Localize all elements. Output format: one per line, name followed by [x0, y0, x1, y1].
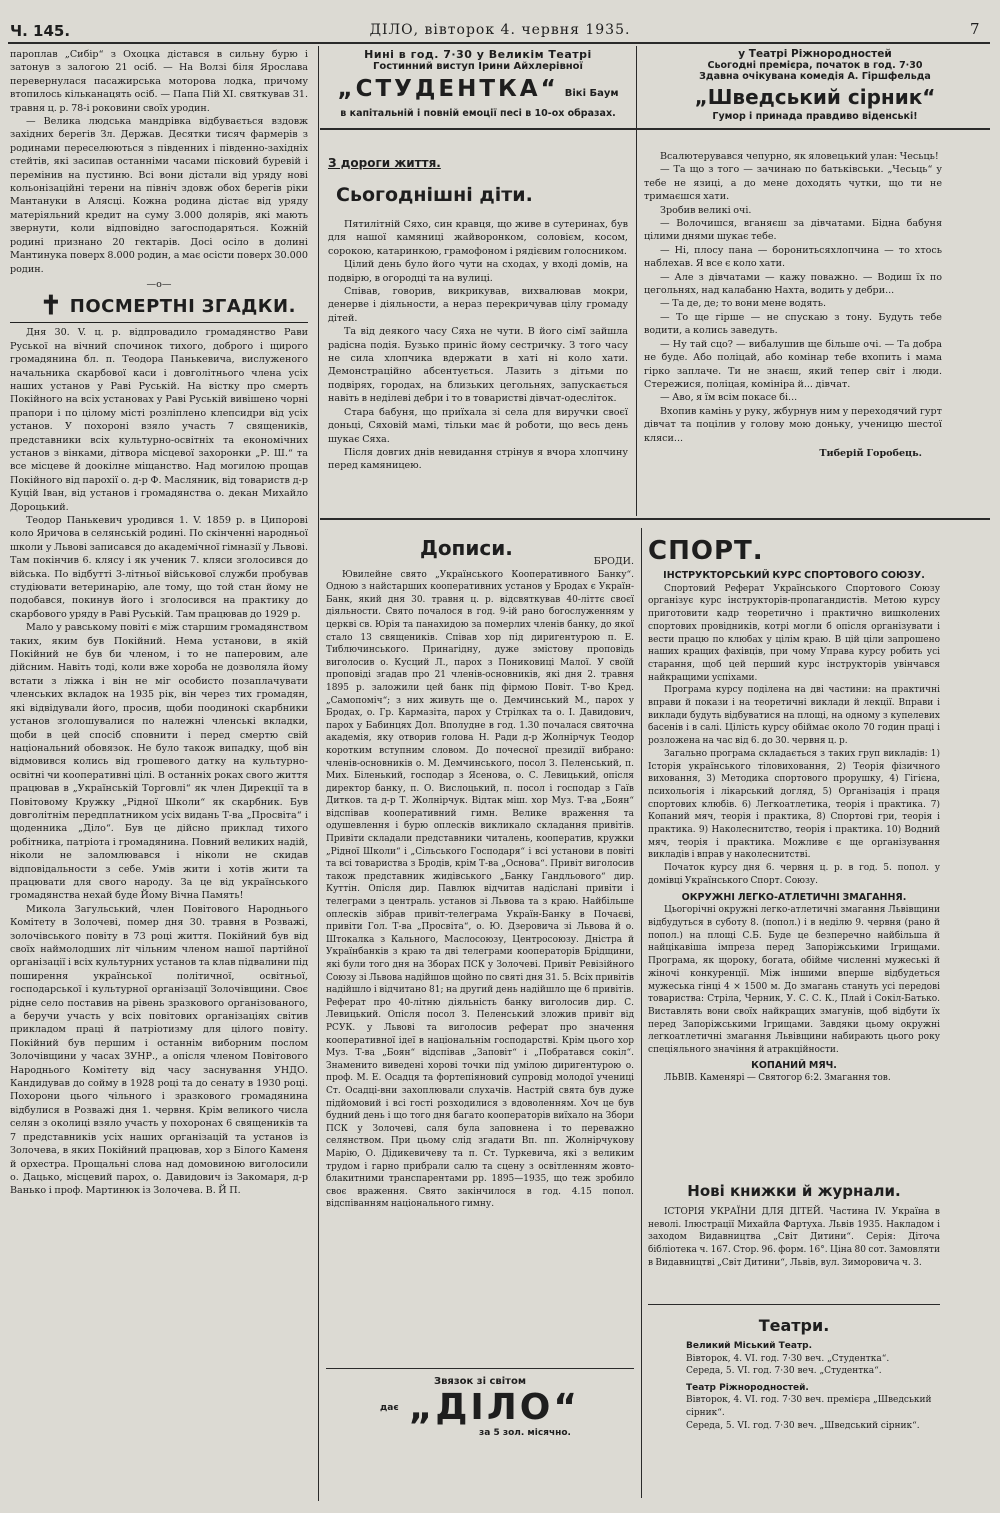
column-rule-1	[318, 46, 319, 1501]
ads-rule	[320, 128, 990, 130]
column-rule-3	[641, 528, 642, 1498]
story-paragraph: Після довгих днів невидання стрінув я вчора хлопчину перед камяницею.	[328, 446, 628, 472]
story-paragraph: Зробив великі очі.	[660, 204, 752, 216]
obituaries-title: ПОСМЕРТНІ ЗГАДКИ.	[69, 295, 296, 317]
obituary-paragraph: Теодор Панькевич уродився 1. V. 1859 р. в Ципорові коло Яричова в селянській родині. По скінченні народньої школи у Львові записався до академічної гімназії у Львові. Там покінчив 6. клясу і як ученик 7. кляси зголосився до війська. По відбутті 3-літньої військової служби пробував студіювати ветеринарію, але тому, що той стан йому не подобався, покинув його і зголосився на практику до скарбового уряду в Раві Руській. Там працював до 1929 р.	[10, 515, 308, 620]
story-title: Сьогоднішні діти.	[336, 184, 533, 206]
story-paragraph: Пятилітній Сяхо, син кравця, що живе в сутеринах, був для нашої камяниці жайворонком, соловієм, косом, сорокою, катаринкою, грамофоном і рядієвим голосником.	[328, 219, 628, 257]
ad-line: Гостинний виступ Ірини Айхлерівної	[373, 61, 583, 72]
ad-line: в капітальній і повній емоції песі в 10-ох образах.	[340, 108, 616, 119]
theatre-show: Середа, 5. VI. год. 7·30 веч. „Шведський сірник“.	[686, 1420, 920, 1431]
sport-paragraph: Початок курсу дня 6. червня ц. р. в год. 5. попол. у домівці Українського Спорт. Союзу.	[648, 863, 940, 886]
cross-icon: ✝	[40, 291, 62, 322]
sport-paragraph: ЛЬВІВ. Каменярі — Святогор 6:2. Змагання тов.	[664, 1073, 891, 1084]
obituaries-rule	[10, 322, 308, 323]
ad-author: Вікі Баум	[564, 88, 619, 99]
obituary-paragraph: Микола Загульський, член Повітового Народнього Комітету в Золочеві, помер дня 30. травня в Розважі, золочівського повіту в 73 році життя. Покійний був від своїх наймолодших літ чільним членом нашої партійної організації і всіх культурних установ та клав підвалини під поширення української політичної, освітньої, господарської і культурної організації Золочівщини. Своє рідне село поставив на рівень зразкового організованого, а беручи участь у всіх повітових організаціях світив прикладом праці й патріотизму для цілого повіту. Покійний був першим і останнім виборним послом Золочівщини у часах ЗУНР., а опісля членом Повітового Народнього Комітету від часу заснування УНДО. Кандидував до сойму в 1928 році та до сенату в 1930 році. Похорони цього чільного і зразкового громадянина відбулися в Розважі дня 1. червня. Крім великого числа селян з околиці взяло участь у похоронах 6 священиків та 7 представників усіх наших організацій та установ із Золочева, в яких Покійний працював, хор з Білого Каменя й орхестра. Прощальні слова над домовиною виголосили о. Дацько, місцевий парох, о. Давидович із Закомаря, д-р Ванько і проф. Мартинюк із Золочева. В. Й П.	[10, 903, 308, 1197]
sport-heading: ІНСТРУКТОРСЬКИЙ КУРС СПОРТОВОГО СОЮЗУ.	[663, 570, 925, 581]
ad-line: у Театрі Ріжнородностей	[738, 48, 892, 60]
theatres-title: Театри.	[758, 1316, 830, 1335]
books-body	[648, 1206, 940, 1270]
theatres-list	[670, 1340, 940, 1432]
masthead: ДІЛО, вівторок 4. червня 1935.	[369, 22, 631, 38]
theatre-show: Середа, 5. VI. год. 7·30 веч. „Студентка“.	[686, 1366, 882, 1377]
theatre-show: Вівторок, 4. VI. год. 7·30 веч. премієра „Шведський сірник“.	[686, 1395, 932, 1418]
obituaries-heading	[40, 291, 308, 322]
ad-line: за 5 зол. місячно.	[479, 1428, 571, 1438]
ad-line: дає	[380, 1402, 399, 1413]
ad-line: Нині в год. 7·30 у Великім Театрі	[364, 48, 592, 61]
ad-line: Сьогодні премієра, початок в год. 7·30	[707, 60, 923, 71]
sport-title: СПОРТ.	[648, 536, 764, 566]
dopysy-ad-rule	[326, 1368, 634, 1369]
issue-number: Ч. 145.	[10, 22, 71, 40]
column-rule-2	[636, 46, 637, 516]
story-paragraph: — То ще гірше — не спускаю з тону. Будуть тебе водити, а колись заведуть.	[644, 311, 942, 337]
story-paragraph: — Але з дівчатами — кажу поважно. — Водиш їх по цегольнях, над калабаню Нахта, водить у дебри...	[644, 271, 942, 297]
story-paragraph: — Та що з того — зачинаю по батьківськи. „Чесьць“ у тебе не язиці, а до мене доходять чутки, що ти не тримаєшся хати.	[644, 164, 942, 203]
theatres-rule	[648, 1304, 940, 1305]
story-paragraph: — Ні, плосу пана — боронитьсяхлопчина — то хтось наблехав. Я все є коло хати.	[644, 244, 942, 270]
sport-body	[648, 570, 940, 1085]
story-paragraph: — Аво, я їм всім покасе бі...	[660, 392, 798, 404]
theatre-ad-studentka	[326, 48, 630, 119]
section-divider: —о—	[146, 278, 172, 290]
sport-paragraph: Цьогорічні окружні легко-атлетичні змагання Львівщини відбудуться в суботу 8. (попол.) і в неділю 9. червня (рано й попол.) на площі С.Б. Буде це безперечно найбільша й найцікавіша імпреза перед Запоріжськими Ігрищами. Програма, як щорoку, богата, обійме численні мужеські й жіночі конкуренції. Між іншими вперше відбудеться мужеська гінці 4 × 1500 м. До змагань стануть усі передові товариства: Стріла, Черник, У. С. С. К., Плай і Сокіл-Батько. Виставлять вони своїх найкращих змагунів, щоб відбути їх перед Запоріжськими Ігрищами. Завдяки цьому окружні легкоатлетичні змагання Львівщини набирають цього року спеціяльного значіння й атракційности.	[648, 905, 940, 1056]
ad-title: „ДІЛО“	[408, 1387, 580, 1428]
dopysy-title: Дописи.	[420, 536, 513, 560]
story-paragraph: Співав, говорив, викрикував, вихвалював мокри, денерве і діяльности, а нераз перекричував цілу громаду дітей.	[328, 286, 628, 324]
story-paragraph: Цілий день було його чути на сходах, у вході домів, на подвірю, в огородці та на вулиці.	[328, 259, 628, 284]
news-item: — Велика людська мандрівка відбувається вздовж західних берегів Зл. Держав. Десятки тисяч фармерів з родинами переселюються з південних і південно-західніх стейтів, які засипав останніми часами пісковий буревій і перемінив на пустиню. Всі вони дістали від уряду нові кольонізаційні терени на північ здовж обох берегів ріки Мантануки в Алясці. Кожна родина дістає від уряду матеріяльний кредит на суму 3.000 долярів, які мають звернути, коли відповідно загосподаряться. Кожній родині признано 20 гектарів. Досі осіло в долині Мантинука поверх 8.000 родин, а має осісти поверх 30.000 родин.	[10, 116, 308, 275]
books-paragraph: ІСТОРІЯ УКРАЇНИ ДЛЯ ДІТЕЙ. Частина IV. Україна в неволі. Ілюстрації Михайла Фартуха. Львів 1935. Накладом і заходом Видавництва „Світ Дитини“. Серія: Діточа бібліотека ч. 167. Стор. 96. форм. 16°. Ціна 80 сот. Замовляти в Видавництві „Світ Дитини“, Львів, вул. Зиморовича ч. 3.	[648, 1207, 940, 1268]
books-title: Нові книжки й журнали.	[687, 1182, 901, 1200]
obituary-paragraph: Мало у равському повіті є між старшим громадянством таких, яким був Покійний. Нема установи, в якій Покійний не був би членом, і то не паперовим, але дійсним. Навіть тоді, коли вже хороба не дозволяла йому встати з ліжка і він не міг особисто позаплачувати членських вкладок на 1935 рік, він через тих громадян, які відвідували його, просив, щоби поодинокі скарбники установ зголошувалися по належні членські вкладки, щоби в цей спосіб сповнити і перед смертю свій національний обовязок. Не було також випадку, щоб він відмовився колись від грошевого датку на культурно-освітні чи кооперативні цілі. В останніх роках свого життя працював в „Українській Торговлі“ як член Дирекції та в Повітовому Кружку „Рідної Школи“ як скарбник. Був довголітнім передплатником усіх видань Т-ва „Просвіта“ і щоденника „Діло“. Був це дійсно приклад тихого робітника, патріота і громадянина. Повний великих надій, ніколи не заломлювався і ніколи не скидав відповідальности з себе. Умів жити і хотів жити та працювати для свого народу. За це від українського громадянства нехай буде Йому Вічна Память!	[10, 622, 308, 902]
story-kicker: З дороги життя.	[328, 156, 441, 170]
dopysy-paragraph: Ювилейне свято „Українського Кооперативного Банку“. Одною з найстарших кооперативних установ у Бродах є Україн-Банк, який дня 30. травня ц. р. відсвяткував 40-літтє своєї діяльности. Свято почалося в год. 9-ій рано богослуженням у церкві св. Юрія та панахидою за померлих членів банку, до якої стало 13 священиків. Співав хор під диригентурою п. Е. Тиблючинського. Принагідну, дуже змістову проповідь виголосив о. Кусций Л., парох з Пониковиці Малої. У своїй проповіді згадав про 21 членів-основників, які дня 2. травня 1895 р. заложили цей банк під фірмою Повіт. Т-во Кред. „Самопоміч“; з них живуть ще о. Демчинський М., парох у Бродах, о. Гр. Кармазіта, парох у Стрілках та о. І. Давидович, парох у Бабинцях Дол. Вполудне в год. 1.30 почалася святочна академія, яку отворив голова Н. Ради д-р Жолнірчук Теодор коротким вступним словом. До почесної президії вибрано: членів-основників о. М. Демчинського, посол З. Пеленський, п. Мих. Біленький, господар з Ясенова, о. С. Левицький, опісля директор банку, п. О. Вислоцький, п. посол і господар з Гаїв Дитков. та д-р Т. Жолнірчук. Відтак міш. хор Муз. Т-ва „Боян“ відспівав кооперативний гимн. Велике враження та одушевлення і бурю оплесків викликало складання привітів. Привіти складали представники читалень, кооператив, кружки „Рідної Школи“ і „Сільського Господаря“ і всі установи в повіті та всі товариства з Бродів, крім Т-ва „Основа“. Привіт виголосив також представник жидівського „Банку Гандльового“ дир. Куттін. Опісля дир. Павлюк відчитав надіслані привіти і телеграми з централь. установ зі Львова та з краю. Найбільше оплесків зібрав привіт-телеграма Україн-Банку в Почаєві, привіти Гол. Т-ва „Просвіта“, о. Ю. Дзеровича зі Львова й о. Штокалка з Кального, Маслосоюзу, Центросоюзу. Дністра й Українбанків з краю та дві телеграми кооператорів Брідщини, які були того дня на Зборах ПСК у Золочеві. Привіт Ревізійного Союзу зі Львова надійшов щойно по святі дня 31. 5. Всіх привітів надійшло і відчитано 81; на другий день надійшло ще 6 привітів. Реферат про 40-літню діяльність банку виголосив дир. С. Левицький. Опісля посол З. Пеленський зложив привіт від РСУК. у Львові та виголосив реферат про значення кооперативної ідеї в національнім господарстві. Крім цього хор Муз. Т-ва „Боян“ відспівав „Заповіт“ і „Побратався сокіл“. Знаменито виведені хорові точки під умілою диригентурою о. проф. М. Е. Осадця та фортепіяновий супровід молодої учениці Ст. Осадці-вни захоплювали слухачів. Настрій свята був дуже підйомовий і всі гості розходилися з вдоволенням. Хоч це був будний день і що того дня багато кооператорів виїхало на Збори ПСК у Золочеві, саля була заповнена і то переважно селянством. При цьому слід згадати Вп. пп. Жолнірчукову Марію, О. Дідикевичеву та п. Ст. Туркевича, які з великим трудом і гарно прибрали салю та сцену з освітленням жовто-блакитними транспарентами рр. 1895—1935, що теж зробило своє враження. Свято закінчилося в год. 4.15 попол. відспіванням національного гимну.	[326, 569, 634, 1210]
ad-title: „Шведський сірник“	[694, 85, 936, 109]
column-1	[10, 48, 308, 1198]
header-rule	[8, 42, 990, 44]
theatre-show: Вівторок, 4. VI. год. 7·30 веч. „Студентка“.	[686, 1353, 890, 1364]
story-column-left	[328, 218, 628, 473]
sport-paragraph: Програма курсу поділена на дві частини: на практичні вправи й покази і на теоретичні виклади й лекції. Вправи і виклади будуть відбуватися на площі, на одному з купелевих басенів і в салі. Цілість курсу обіймає около 70 годин праці і розложена на час від 6. до 30. червня ц. р.	[648, 685, 940, 747]
ad-line: Звязок зі світом	[433, 1376, 527, 1387]
theatre-ad-shvedskyi-sirnyk	[640, 48, 990, 122]
story-rule	[320, 518, 990, 520]
story-paragraph: — Ну тай сцо? — вибалушив ще більше очі. — Та добра не буде. Або поліцай, або комінар тебе вхопить і мама гірко заплаче. Ти не знаєш, який тепер світ і люди. Стережися, поліцая, комініра й... дівчат.	[644, 338, 942, 390]
sport-heading: КОПАНИЙ МЯЧ.	[751, 1059, 837, 1071]
story-paragraph: — Та де, де; то вони мене водять.	[660, 298, 826, 310]
story-column-right	[644, 150, 942, 460]
dopysy-place: БРОДИ.	[593, 556, 634, 567]
sport-heading: ОКРУЖНІ ЛЕГКО-АТЛЕТИЧНІ ЗМАГАННЯ.	[681, 891, 907, 903]
story-paragraph: — Волочишся, вганяєш за дівчатами. Бідна бабуня цілими днями шукає тебе.	[644, 218, 942, 243]
dopysy-body	[326, 556, 634, 1211]
story-paragraph: Та від деякого часу Сяха не чути. В його сімї зайшла радісна подія. Бузько приніс йому сестричку. З того часу не сила хлопчика вдержати в хаті ні коло хати. Демонстраційно абсентується. Лазить з дітьми по подвірях, городах, на близьких цегольнях, запускається навіть в неділеві дебри і то в товаристві дівчат-одесліток.	[328, 326, 628, 405]
ad-line: Гумор і принада правдиво віденські!	[712, 111, 918, 122]
news-item: пароплав „Сибір“ з Охоцка дістався в сильну бурю і затонув з залогою 21 осіб. — На Волзі біля Ярослава перевернулася пасажирська моторова лодка, причому втопилось кільканацять осіб. — Папа Пій XI. святкував 31. травня ц. р. 78-і роковини своїх уродин.	[10, 49, 308, 114]
story-paragraph: Всалютерувався чепурно, як яловецький улан: Чесьць!	[660, 151, 939, 162]
story-paragraph: Стара бабуня, що приїхала зі села для виручки своєї доньці, Сяховій мамі, тільки має й роботи, що весь день шукає Сяха.	[328, 406, 628, 445]
obituary-paragraph: Дня 30. V. ц. р. відпровадило громадянство Рави Руської на вічний спочинок тихого, доброго і щирого громадянина бл. п. Теодора Панькевича, вислуженого начальника скарбової каси і довголітнього члена усіх наших установ у Раві Руській. На вістку про смерть Покійного на всіх установах у Раві Руській вивішено чорні прапори і по цілому місті розліплено клепсидри від усіх установ. У похороні взяло участь 7 священиків, представники всіх культурно-освітніх та економічних установ з вінками, дітвора місцевої захоронки „Р. Ш.“ та все місцеве й доокілне міщанство. Над могилою прощав Покійного від парохії о. д-р Ф. Масляник, від товариств д-р Куцій Іван, від установ і громадянства о. декан Михайло Дороцький.	[10, 327, 308, 513]
sport-paragraph: Спортовий Реферат Українського Спортового Союзу організує курс інструкторів-пропагандистів. Метою курсу приготовити кадр теоретично і практично вишколених спортових провідників, котрі могли б опісля організувати і вести працю по клюбах у цілім краю. В цій ціли запрошено наших кращих фахівців, при чому Управа курсу робить усі старання, щоб цей перший курс інструкторів увінчався найкращими успіхами.	[648, 583, 940, 683]
theatre-name: Великий Міський Театр.	[686, 1341, 813, 1351]
dilo-subscription-ad	[326, 1376, 634, 1438]
theatre-name: Театр Ріжнородностей.	[686, 1382, 809, 1393]
ad-title: „СТУДЕНТКА“	[337, 76, 559, 102]
ad-line: Здавна очікувана комедія А. Гіршфельда	[699, 71, 931, 82]
page-number: 7	[970, 20, 980, 38]
story-signature: Тиберій Горобець.	[819, 447, 922, 459]
story-paragraph: Вхопив камінь у руку, жбурнув ним у переходячий гурт дівчат та поцілив у голову мою доньку, ученицю шестої кляси...	[644, 405, 942, 444]
sport-paragraph: Загально програма складається з таких груп викладів: 1) Історія українського тіловиховання, 2) Теорія фізичного виховання, 3) Методика спортового прорушку, 4) Гігієна, психольогія і лікарський догляд, 5) Організація і праця спортових клюбів. 6) Легкоатлетика, теорія і практика. 7) Копаний мяч, теорія і практика, 8) Спортові гри, теорія і практика. 9) Наколеснитство, теорія і практика. 10) Водний мяч, теорія і практика. Можливе є ще організування викладів і вправ у наколеснитстві.	[648, 748, 940, 861]
